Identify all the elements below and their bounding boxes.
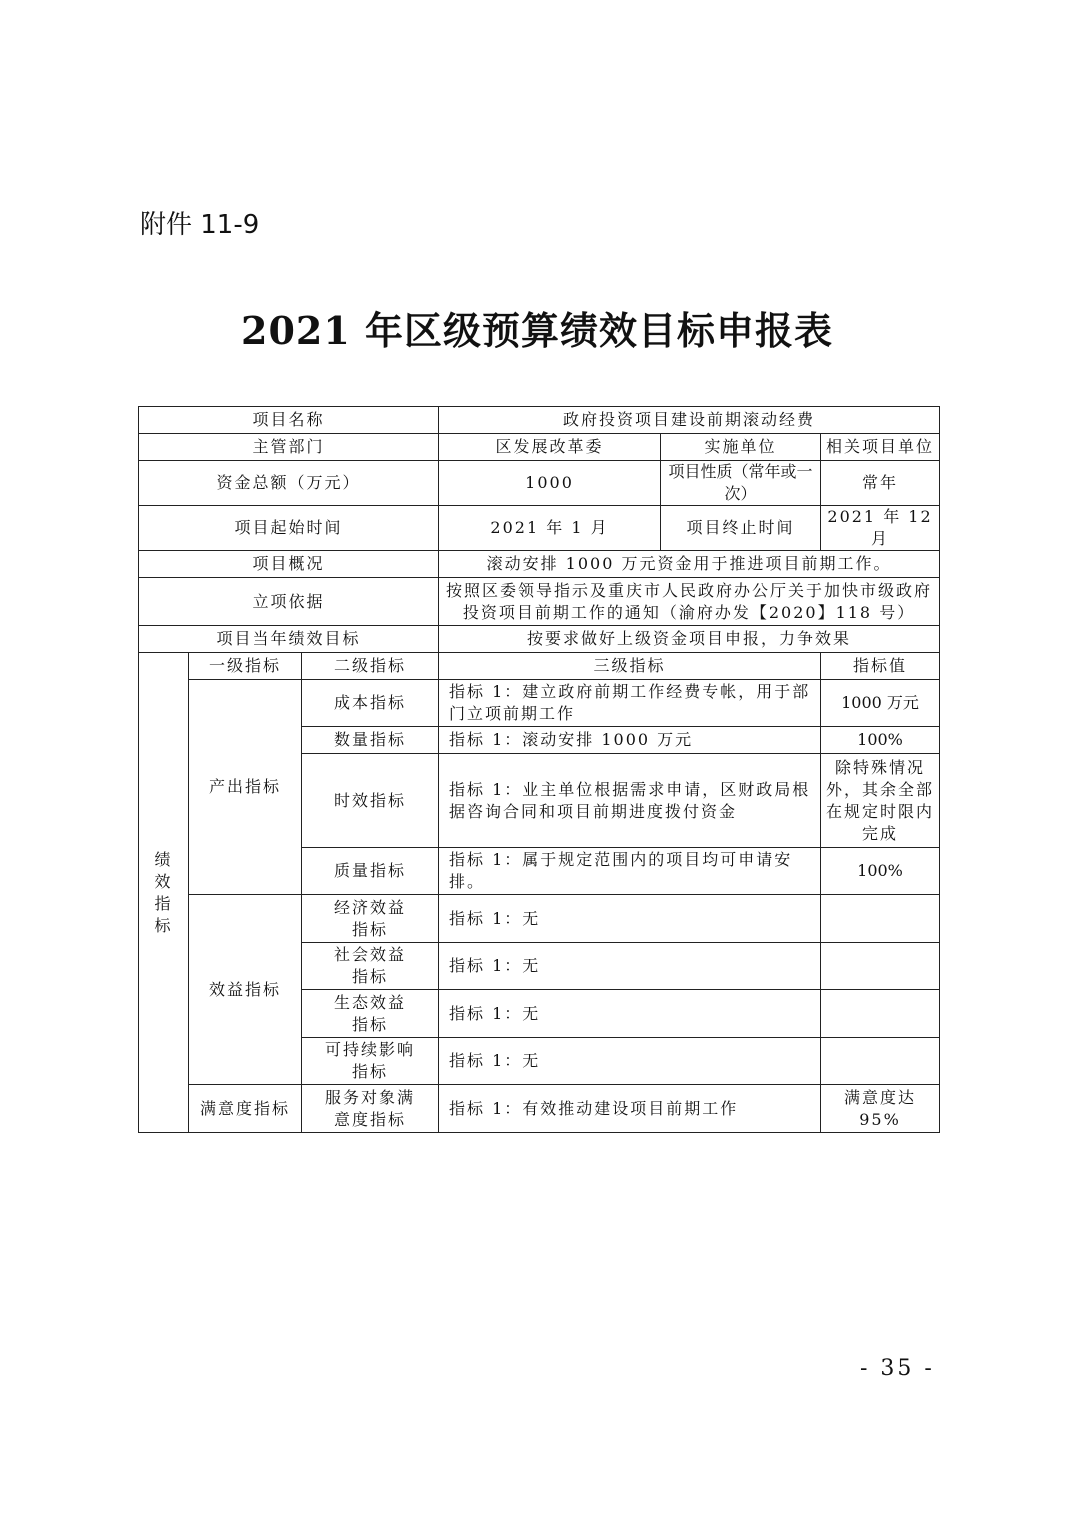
level2-cell: 质量指标: [302, 848, 439, 895]
level2-cell: 成本指标: [302, 680, 439, 727]
head-level2: 二级指标: [302, 653, 439, 680]
level2-cell: 生态效益指标: [302, 990, 439, 1038]
basis-value: 按照区委领导指示及重庆市人民政府办公厅关于加快市级政府投资项目前期工作的通知（渝府办发【2020】118 号）: [439, 578, 940, 626]
table-row: [139, 434, 940, 461]
value-cell: [821, 943, 940, 990]
budget-performance-table: [138, 406, 940, 1133]
level2-cell: 经济效益指标: [302, 895, 439, 943]
fund-label: 资金总额（万元）: [139, 461, 439, 506]
level3-cell: 指标 1：建立政府前期工作经费专帐，用于部门立项前期工作: [439, 680, 821, 727]
level2-cell: 数量指标: [302, 727, 439, 754]
output-indicator-label: 产出指标: [189, 680, 302, 895]
goal-label: 项目当年绩效目标: [139, 626, 439, 653]
value-cell: [821, 1038, 940, 1085]
head-level3: 三级指标: [439, 653, 821, 680]
level3-cell: 指标 1：无: [439, 895, 821, 943]
page-number: - 35 -: [860, 1356, 935, 1381]
table-row: [139, 1085, 940, 1133]
attachment-label: 附件 11-9: [140, 210, 260, 240]
table-row: [139, 506, 940, 551]
table-row: [139, 407, 940, 434]
value-cell: 1000 万元: [821, 680, 940, 727]
project-name-label: 项目名称: [139, 407, 439, 434]
level3-cell: 指标 1：无: [439, 1038, 821, 1085]
level3-cell: 指标 1：属于规定范围内的项目均可申请安排。: [439, 848, 821, 895]
project-name-value: 政府投资项目建设前期滚动经费: [439, 407, 940, 434]
perf-side-label: 绩效指标: [139, 653, 189, 1133]
table-row: [139, 895, 940, 943]
start-label: 项目起始时间: [139, 506, 439, 551]
table-row: [139, 680, 940, 727]
start-value: 2021 年 1 月: [439, 506, 661, 551]
value-cell: 满意度达 95%: [821, 1085, 940, 1133]
document-title: 2021 年区级预算绩效目标申报表: [241, 308, 833, 353]
level2-cell: 社会效益指标: [302, 943, 439, 990]
impl-value: 相关项目单位: [821, 434, 940, 461]
value-cell: [821, 895, 940, 943]
value-cell: 除特殊情况外，其余全部在规定时限内完成: [821, 754, 940, 848]
impl-label: 实施单位: [661, 434, 821, 461]
nature-label: 项目性质（常年或一次）: [661, 461, 821, 506]
nature-value: 常年: [821, 461, 940, 506]
table-row: [139, 551, 940, 578]
level2-cell: 可持续影响指标: [302, 1038, 439, 1085]
dept-label: 主管部门: [139, 434, 439, 461]
overview-label: 项目概况: [139, 551, 439, 578]
level3-cell: 指标 1：无: [439, 990, 821, 1038]
value-cell: 100%: [821, 848, 940, 895]
table-row: [139, 578, 940, 626]
level3-cell: 指标 1：无: [439, 943, 821, 990]
end-value: 2021 年 12 月: [821, 506, 940, 551]
level3-cell: 指标 1：滚动安排 1000 万元: [439, 727, 821, 754]
table-row: [139, 626, 940, 653]
overview-value: 滚动安排 1000 万元资金用于推进项目前期工作。: [439, 551, 940, 578]
level3-cell: 指标 1：业主单位根据需求申请，区财政局根据咨询合同和项目前期进度拨付资金: [439, 754, 821, 848]
fund-value: 1000: [439, 461, 661, 506]
table-row: [139, 653, 940, 680]
value-cell: 100%: [821, 727, 940, 754]
head-level1: 一级指标: [189, 653, 302, 680]
end-label: 项目终止时间: [661, 506, 821, 551]
dept-value: 区发展改革委: [439, 434, 661, 461]
level2-cell: 时效指标: [302, 754, 439, 848]
level2-cell: 服务对象满意度指标: [302, 1085, 439, 1133]
goal-value: 按要求做好上级资金项目申报，力争效果: [439, 626, 940, 653]
basis-label: 立项依据: [139, 578, 439, 626]
benefit-indicator-label: 效益指标: [189, 895, 302, 1085]
table-row: [139, 461, 940, 506]
value-cell: [821, 990, 940, 1038]
head-value: 指标值: [821, 653, 940, 680]
level3-cell: 指标 1：有效推动建设项目前期工作: [439, 1085, 821, 1133]
satisfaction-indicator-label: 满意度指标: [189, 1085, 302, 1133]
